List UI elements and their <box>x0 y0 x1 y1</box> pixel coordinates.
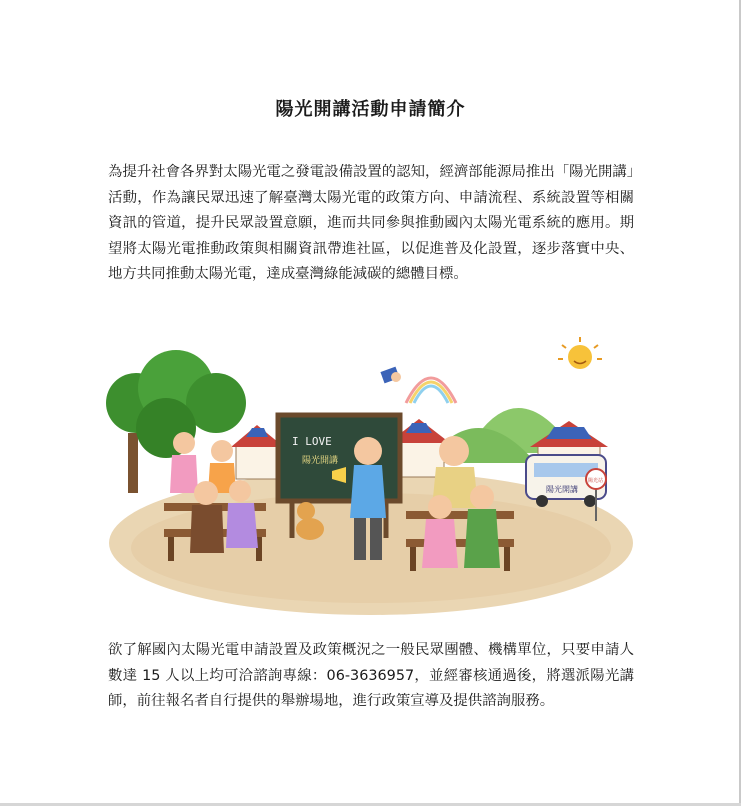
blackboard-text-2: 陽光開講 <box>302 456 339 466</box>
intro-paragraph: 為提升社會各界對太陽光電之發電設備設置的認知，經濟部能源局推出「陽光開講」活動，作為讓民眾迅速了解臺灣太陽光電的政策方向、申請流程、系統設置等相關資訊的管道，提升民眾設置意願，進而共同參與推動國內太陽光電系統的應用。期望將太陽光電推動政策與相關資訊帶進社區，以促進普及化設置，逐步落實中央、地方共同推動太陽光電，達成臺灣綠能減碳的總體目標。 <box>108 164 634 282</box>
bus-stop-text: 陽光站 <box>588 478 604 484</box>
community-illustration <box>106 333 636 615</box>
page-title: 陽光開講活動申請簡介 <box>275 99 466 120</box>
sun-icon <box>558 337 602 369</box>
illustration-svg <box>106 333 636 615</box>
bus-sign-text: 陽光開講 <box>546 485 578 494</box>
blackboard-text-1: I LOVE <box>292 435 332 448</box>
closing-paragraph: 欲了解國內太陽光電申請設置及政策概況之一般民眾團體、機構單位，只要申請人數達 15 人以上均可洽諮詢專線：06-3636957，並經審核通過後，將選派陽光講師，前往報名者自行提供的舉辦場地，進行政策宣導及提供諮詢服務。 <box>108 642 634 709</box>
flying-mascot-icon <box>380 367 401 384</box>
